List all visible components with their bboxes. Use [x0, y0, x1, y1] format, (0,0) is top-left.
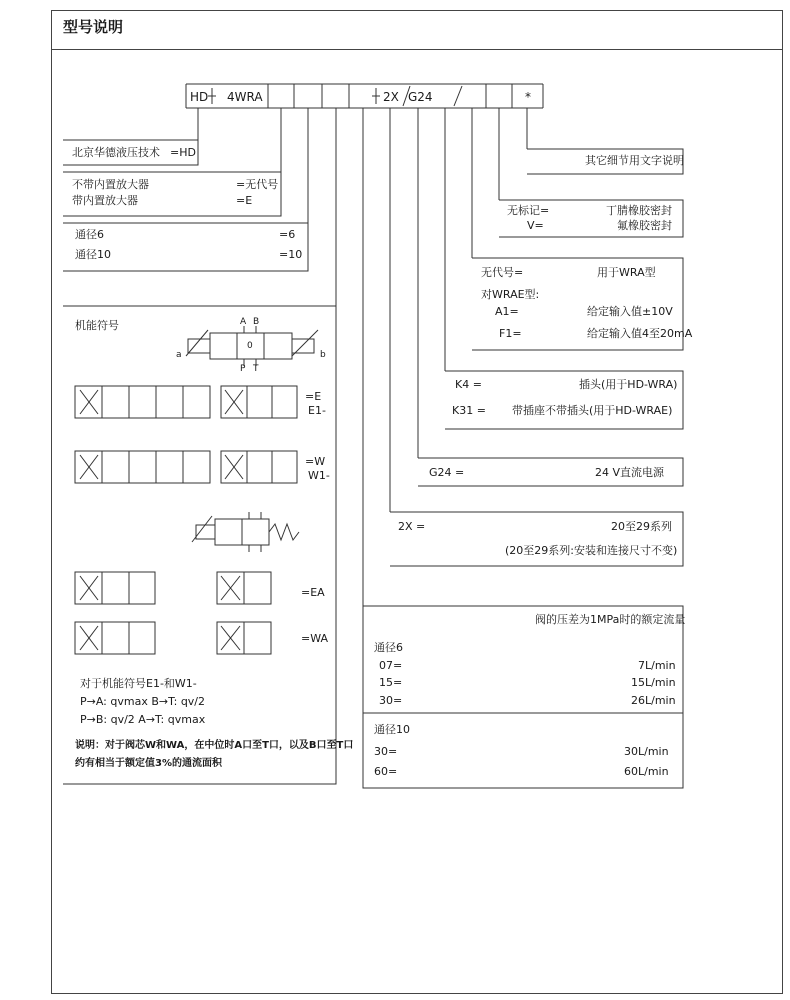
size10-label: 通径10: [75, 248, 111, 261]
amp-none-value: =无代号: [236, 178, 279, 191]
other-details: 其它细节用文字说明: [585, 154, 684, 167]
k31-label: K31 =: [452, 404, 486, 417]
seal-v-label: V=: [527, 219, 544, 232]
wra-none-value: 用于WRA型: [597, 266, 656, 279]
seal-none-value: 丁腈橡胶密封: [606, 204, 672, 217]
flow10-value-1: 30L/min: [624, 745, 669, 758]
flow-line-1: P→A: qvmax B→T: qv/2: [80, 695, 206, 708]
amp-builtin-label: 带内置放大器: [72, 194, 138, 207]
flow6-code-2: 15=: [379, 676, 403, 689]
flow10-code-1: 30=: [374, 745, 398, 758]
sym-A-label: A: [240, 317, 247, 327]
seal-v-value: 氟橡胶密封: [617, 219, 672, 232]
code-WA: =WA: [301, 632, 329, 645]
f1-value: 给定输入值4至20mA: [587, 327, 693, 340]
g24-label: G24 =: [429, 466, 465, 479]
code-EA: =EA: [301, 586, 325, 599]
sym-T-label: T: [253, 364, 259, 374]
amp-builtin-value: =E: [236, 194, 253, 207]
manufacturer-label: 北京华德液压技术: [72, 146, 160, 159]
amp-none-label: 不带内置放大器: [72, 178, 149, 191]
note-line-2: 约有相当于额定值3%的通流面积: [75, 758, 222, 769]
k4-value: 插头(用于HD-WRA): [579, 378, 678, 391]
code-star: *: [525, 90, 531, 104]
sym-b-label: b: [320, 350, 326, 360]
seal-none-label: 无标记=: [507, 204, 550, 217]
flow-size10-label: 通径10: [374, 723, 410, 736]
flow6-value-1: 7L/min: [638, 659, 676, 672]
code-W1: W1-: [308, 469, 330, 482]
function-symbols: [75, 386, 299, 654]
size10-value: =10: [279, 248, 303, 261]
a1-label: A1=: [495, 305, 519, 318]
code-model: 4WRA: [227, 90, 263, 104]
flow-note-title: 对于机能符号E1-和W1-: [80, 677, 197, 690]
size6-label: 通径6: [75, 228, 104, 241]
page-title: 型号说明: [63, 18, 124, 36]
flow-line-2: P→B: qv/2 A→T: qvmax: [80, 713, 206, 726]
sym-P-label: P: [240, 364, 246, 374]
flow-size6-label: 通径6: [374, 641, 403, 654]
wrae-title: 对WRAE型:: [481, 288, 540, 301]
code-E: =E: [305, 390, 322, 403]
k31-value: 带插座不带插头(用于HD-WRAE): [512, 404, 673, 417]
flow6-code-3: 30=: [379, 694, 403, 707]
manufacturer-value: =HD: [170, 146, 196, 159]
size6-value: =6: [279, 228, 296, 241]
a1-value: 给定输入值±10V: [587, 305, 673, 318]
code-hd: HD: [190, 90, 209, 104]
sym-zero-label: 0: [247, 341, 253, 351]
symbol-title: 机能符号: [75, 319, 119, 332]
g24-value: 24 V直流电源: [595, 466, 665, 479]
flow10-code-2: 60=: [374, 765, 398, 778]
code-voltage: G24: [408, 90, 433, 104]
flow6-value-3: 26L/min: [631, 694, 676, 707]
series-value: 20至29系列: [611, 520, 672, 533]
flow6-value-2: 15L/min: [631, 676, 676, 689]
note-line-1: 说明：对于阀芯W和WA，在中位时A口至T口，以及B口至T口: [75, 740, 354, 751]
f1-label: F1=: [499, 327, 522, 340]
code-series: 2X: [383, 90, 399, 104]
wra-none-label: 无代号=: [481, 266, 524, 279]
series-note: (20至29系列:安装和连接尺寸不变): [505, 544, 678, 557]
sym-B-label: B: [253, 317, 260, 327]
flow-title: 阀的压差为1MPa时的额定流量: [535, 613, 686, 626]
k4-label: K4 =: [455, 378, 482, 391]
flow6-code-1: 07=: [379, 659, 403, 672]
code-E1: E1-: [308, 404, 326, 417]
series-label: 2X =: [398, 520, 426, 533]
sym-a-label: a: [176, 350, 182, 360]
code-W: =W: [305, 455, 326, 468]
flow10-value-2: 60L/min: [624, 765, 669, 778]
